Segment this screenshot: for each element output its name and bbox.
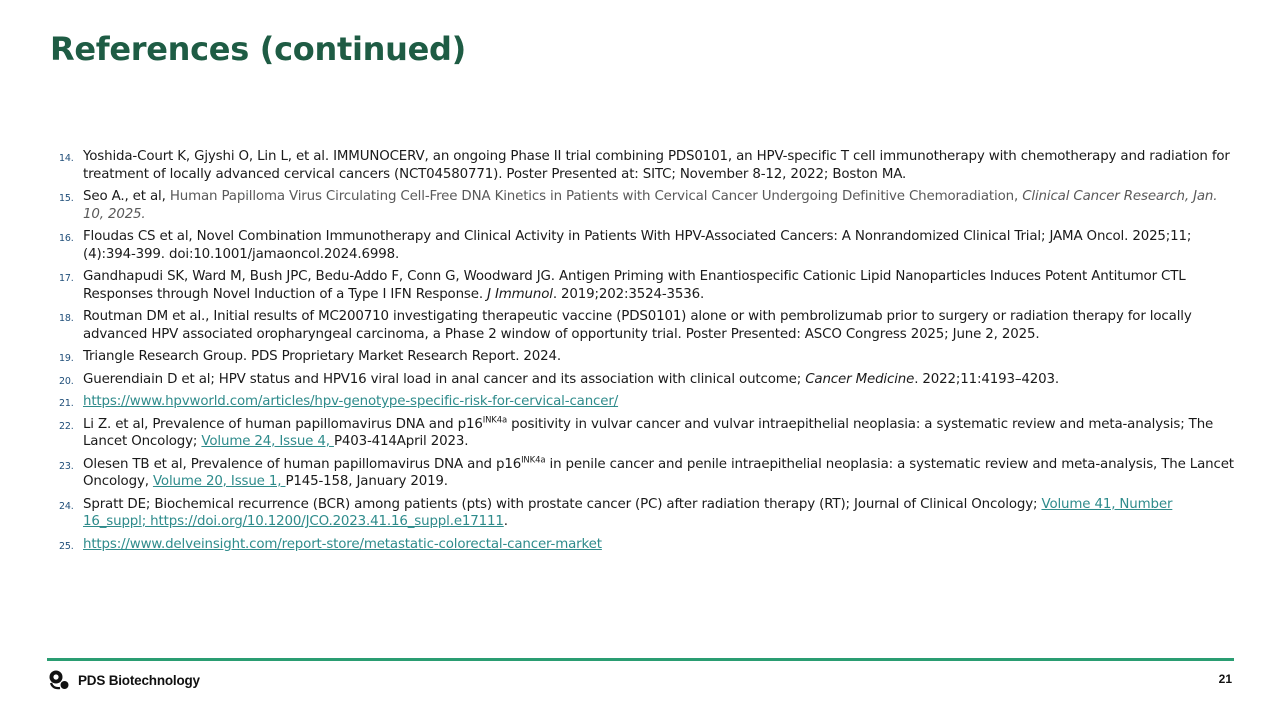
reference-number: 21.: [59, 398, 74, 409]
reference-item: [55, 456, 1235, 491]
reference-number: 17.: [59, 273, 74, 284]
pds-logo-icon: [48, 669, 70, 691]
reference-citation: .: [503, 514, 508, 529]
logo-text: PDS Biotechnology: [78, 672, 200, 688]
reference-text: positivity in vulvar cancer and vulvar intraepithelial neoplasia: a systematic review and meta-analysis; The Lancet Oncology;: [83, 416, 1214, 449]
reference-citation: P403-414April 2023.: [333, 434, 469, 449]
reference-journal: Cancer Medicine: [805, 371, 915, 387]
reference-number: 25.: [59, 540, 74, 552]
reference-number: 22.: [59, 420, 74, 432]
reference-number: 18.: [59, 313, 74, 324]
reference-item: [55, 371, 1235, 389]
reference-item: [55, 416, 1235, 451]
reference-link[interactable]: Volume 24, Issue 4,: [201, 434, 334, 449]
superscript: INK4a: [482, 415, 508, 426]
reference-text: Gandhapudi SK, Ward M, Bush JPC, Bedu-Addo F, Conn G, Woodward JG. Antigen Priming with Enantiospecific Cationic Lipid Nanoparticles Induces Potent Antitumor CTL Responses through Novel Induction of a Type I IFN Response.: [83, 269, 1186, 302]
reference-link[interactable]: https://www.hpvworld.com/articles/hpv-genotype-specific-risk-for-cervical-cancer/: [83, 394, 619, 409]
reference-text: Yoshida-Court K, Gjyshi O, Lin L, et al. IMMUNOCERV, an ongoing Phase II trial combining PDS0101, an HPV-specific T cell immunotherapy with chemotherapy and radiation for treatment of locally advanced cervical cancers (NCT04580771). Poster Presented at: SITC; November 8-12, 2022; Boston MA.: [83, 149, 1230, 182]
reference-link[interactable]: Volume 20, Issue 1,: [152, 474, 286, 489]
reference-number: 15.: [59, 193, 74, 204]
reference-item: [55, 348, 1235, 366]
reference-number: 16.: [59, 233, 74, 244]
superscript: INK4a: [521, 455, 546, 466]
slide-title: References (continued): [50, 30, 466, 68]
reference-number: 23.: [59, 460, 74, 472]
reference-journal: J Immunol: [487, 286, 553, 302]
reference-citation: . 2019;202:3524-3536.: [552, 286, 705, 302]
reference-item: [55, 393, 1235, 411]
reference-item: [55, 268, 1235, 303]
reference-number: 20.: [59, 375, 74, 387]
company-logo: [48, 669, 200, 691]
doi-link[interactable]: ; https://doi.org/10.1200/JCO.2023.41.16_suppl.e17111: [141, 514, 504, 529]
reference-text: in penile cancer and penile intraepithelial neoplasia: a systematic review and meta-analysis, The Lancet Oncology,: [83, 456, 1234, 489]
reference-citation: P145-158, January 2019.: [285, 474, 448, 489]
page-number: 21: [1218, 672, 1232, 686]
reference-item: [55, 308, 1235, 343]
reference-list: [55, 148, 1235, 558]
reference-item: [55, 148, 1235, 183]
reference-text: Routman DM et al., Initial results of MC200710 investigating therapeutic vaccine (PDS0101) alone or with pembrolizumab prior to surgery or radiation therapy for locally advanced HPV associated oropharyngeal carcinoma, a Phase 2 window of opportunity trial. Poster Presented: ASCO Congress 2025; June 2, 2025.: [83, 309, 1192, 342]
reference-item: [55, 188, 1235, 223]
reference-text: Spratt DE; Biochemical recurrence (BCR) among patients (pts) with prostate cancer (PC) after radiation therapy (RT); Journal of Clinical Oncology;: [83, 496, 1042, 512]
reference-number: 24.: [59, 500, 74, 512]
reference-text: Li Z. et al, Prevalence of human papillomavirus DNA and p16: [83, 416, 483, 432]
reference-journal: Clinical Cancer Research, Jan. 10, 2025.: [83, 189, 1218, 222]
reference-text: Olesen TB et al, Prevalence of human papillomavirus DNA and p16: [83, 456, 522, 472]
reference-link[interactable]: Volume 41, Number 16_suppl: [83, 496, 1173, 529]
footer-divider: [47, 658, 1234, 661]
reference-citation: . 2022;11:4193–4203.: [914, 371, 1059, 387]
reference-item: [55, 496, 1235, 531]
reference-authors: Seo A., et al,: [83, 189, 170, 204]
reference-title: Human Papilloma Virus Circulating Cell-Free DNA Kinetics in Patients with Cervical Cancer Undergoing Definitive Chemoradiation,: [169, 189, 1023, 204]
reference-item: [55, 536, 1235, 554]
reference-link[interactable]: https://www.delveinsight.com/report-store/metastatic-colorectal-cancer-market: [83, 536, 602, 552]
reference-number: 19.: [59, 353, 74, 364]
reference-item: [55, 228, 1235, 263]
reference-number: 14.: [59, 153, 74, 164]
reference-text: Guerendiain D et al; HPV status and HPV16 viral load in anal cancer and its association with clinical outcome;: [83, 371, 806, 387]
reference-text: Floudas CS et al, Novel Combination Immunotherapy and Clinical Activity in Patients With HPV-Associated Cancers: A Nonrandomized Clinical Trial; JAMA Oncol. 2025;11;(4):394-399. doi:10.1001/jamaoncol.2024.6998.: [83, 229, 1192, 262]
reference-text: Triangle Research Group. PDS Proprietary Market Research Report. 2024.: [83, 349, 561, 364]
